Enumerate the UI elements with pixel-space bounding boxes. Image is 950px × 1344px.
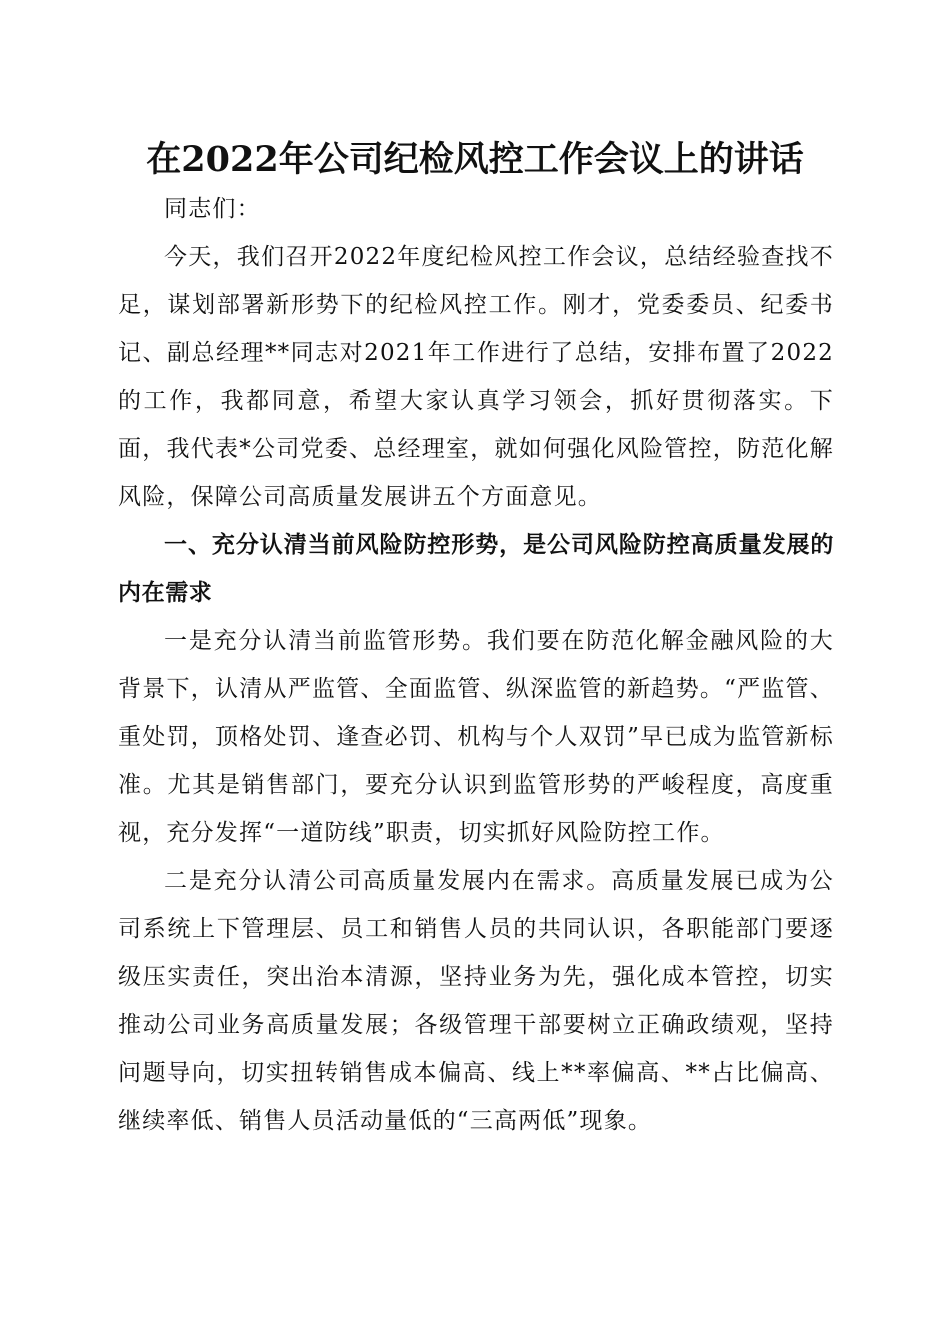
section-heading-1: 一、充分认清当前风险防控形势，是公司风险防控高质量发展的内在需求 <box>118 532 834 606</box>
paragraph-point-1: 一是充分认清当前监管形势。我们要在防范化解金融风险的大背景下，认清从严监管、全面监管、纵深监管的新趋势。“严监管、重处罚，顶格处罚、逢查必罚、机构与个人双罚”早已成为监管新标准。尤其是销售部门，要充分认识到监管形势的严峻程度，高度重视，充分发挥“一道防线”职责，切实抓好风险防控工作。 <box>118 628 834 846</box>
paragraph-intro: 今天，我们召开2022年度纪检风控工作会议，总结经验查找不足，谋划部署新形势下的纪检风控工作。刚才，党委委员、纪委书记、副总经理**同志对2021年工作进行了总结，安排布置了2022的工作，我都同意，希望大家认真学习领会，抓好贯彻落实。下面，我代表*公司党委、总经理室，就如何强化风险管控，防范化解风险，保障公司高质量发展讲五个方面意见。 <box>118 244 834 510</box>
document-body <box>118 185 834 1145</box>
paragraph-point-2: 二是充分认清公司高质量发展内在需求。高质量发展已成为公司系统上下管理层、员工和销售人员的共同认识，各职能部门要逐级压实责任，突出治本清源，坚持业务为先，强化成本管控，切实推动公司业务高质量发展；各级管理干部要树立正确政绩观，坚持问题导向，切实扭转销售成本偏高、线上**率偏高、**占比偏高、继续率低、销售人员活动量低的“三高两低”现象。 <box>118 868 834 1134</box>
document-title: 在2022年公司纪检风控工作会议上的讲话 <box>146 139 804 180</box>
salutation: 同志们： <box>164 196 261 222</box>
